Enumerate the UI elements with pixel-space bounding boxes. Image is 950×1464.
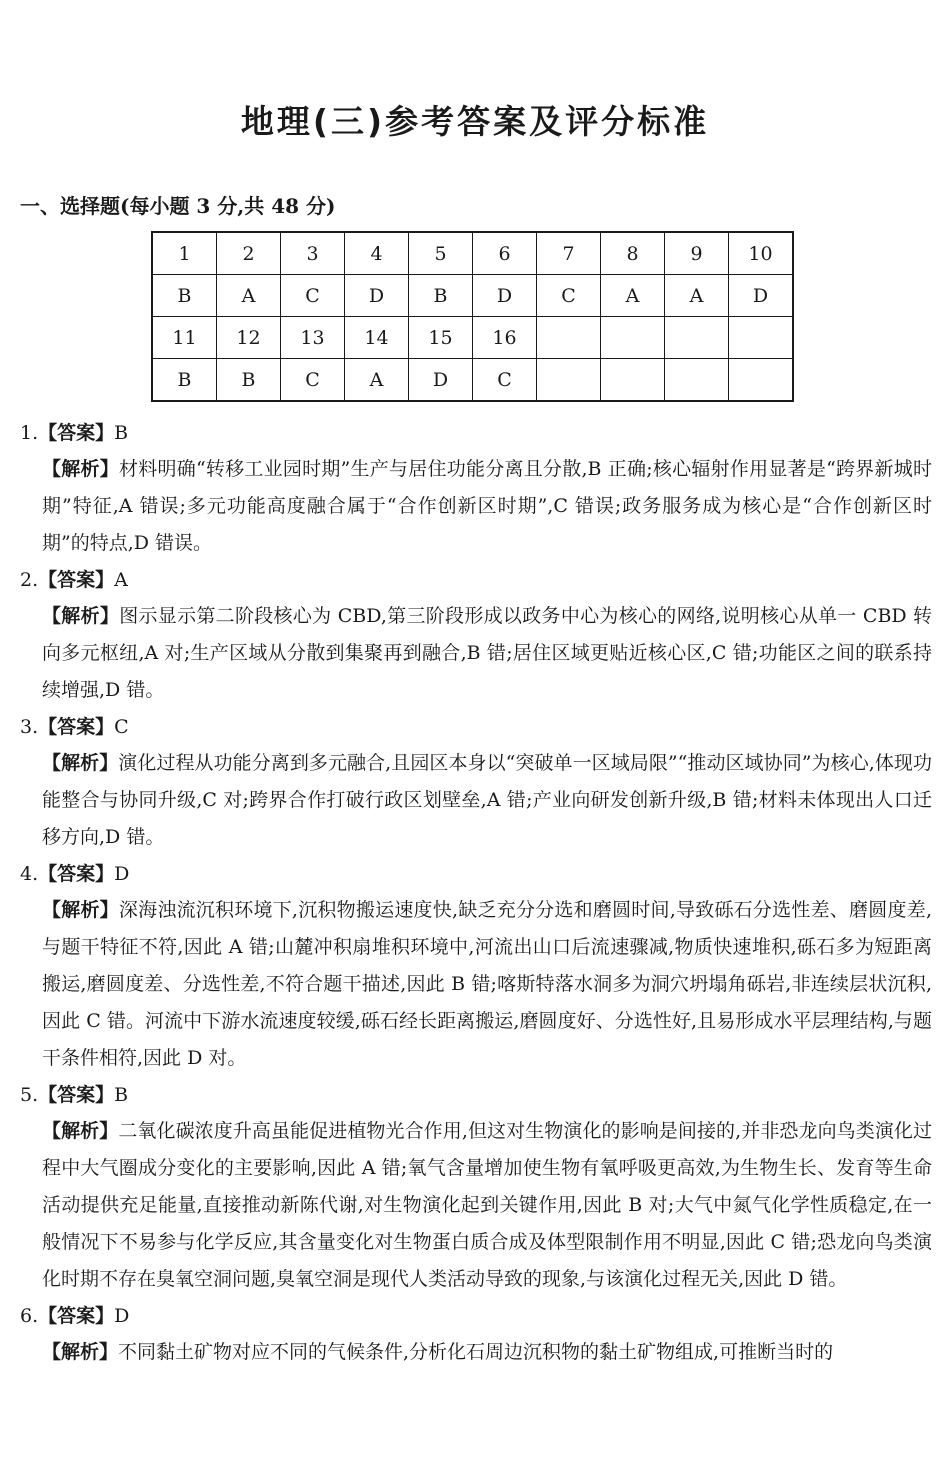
- table-cell: C: [537, 275, 601, 317]
- table-cell: [729, 317, 794, 359]
- answer-line: [0, 1298, 950, 1334]
- table-cell: 8: [601, 232, 665, 275]
- table-cell: D: [409, 359, 473, 402]
- analysis-text: 深海浊流沉积环境下,沉积物搬运速度快,缺乏充分分选和磨圆时间,导致砾石分选性差、磨圆度差,与题干特征不符,因此 A 错;山麓冲积扇堆积环境中,河流出山口后流速骤减,物质快速堆积,砾石多为短距离搬运,磨圆度差、分选性差,不符合题干描述,因此 B 错;喀斯特落水洞多为洞穴坍塌角砾岩,非连续层状沉积,因此 C 错。河流中下游水流速度较缓,砾石经长距离搬运,磨圆度好、分选性好,且易形成水平层理结构,与题干条件相符,因此 D 对。: [42, 899, 932, 1069]
- table-row: [152, 232, 793, 275]
- analysis-paragraph: [0, 451, 950, 562]
- table-cell: A: [665, 275, 729, 317]
- answer-line: [0, 562, 950, 598]
- table-cell: C: [473, 359, 537, 402]
- table-cell: 6: [473, 232, 537, 275]
- page-bottom-margin: [0, 1390, 950, 1464]
- answer-value: B: [114, 1084, 129, 1106]
- question-number: 3.: [20, 716, 39, 738]
- analysis-paragraph: [0, 745, 950, 856]
- table-cell: B: [152, 275, 217, 317]
- answer-label: 【答案】: [38, 422, 115, 444]
- table-cell: B: [409, 275, 473, 317]
- table-cell: 2: [217, 232, 281, 275]
- table-cell: 11: [152, 317, 217, 359]
- question-item-1: [0, 415, 950, 562]
- analysis-label: 【解析】: [42, 1341, 119, 1363]
- answer-label: 【答案】: [38, 863, 115, 885]
- table-cell: 12: [217, 317, 281, 359]
- table-row: [152, 317, 793, 359]
- table-cell: 15: [409, 317, 473, 359]
- answer-value: C: [114, 716, 129, 738]
- question-item-3: [0, 709, 950, 856]
- table-cell: [729, 359, 794, 402]
- answer-label: 【答案】: [38, 1084, 115, 1106]
- question-number: 1.: [20, 422, 39, 444]
- question-item-6: [0, 1298, 950, 1371]
- table-cell: A: [345, 359, 409, 402]
- table-cell: D: [345, 275, 409, 317]
- table-cell: 10: [729, 232, 794, 275]
- question-number: 5.: [20, 1084, 39, 1106]
- analysis-text: 不同黏土矿物对应不同的气候条件,分析化石周边沉积物的黏土矿物组成,可推断当时的: [118, 1341, 834, 1363]
- question-item-4: [0, 856, 950, 1077]
- analysis-text: 二氧化碳浓度升高虽能促进植物光合作用,但这对生物演化的影响是间接的,并非恐龙向鸟类演化过程中大气圈成分变化的主要影响,因此 A 错;氧气含量增加使生物有氧呼吸更高效,为生物生长、发育等生命活动提供充足能量,直接推动新陈代谢,对生物演化起到关键作用,因此 B 对;大气中氮气化学性质稳定,在一般情况下不易参与化学反应,其含量变化对生物蛋白质合成及体型限制作用不明显,因此 C 错;恐龙向鸟类演化时期不存在臭氧空洞问题,臭氧空洞是现代人类活动导致的现象,与该演化过程无关,因此 D 错。: [42, 1120, 932, 1290]
- analysis-label: 【解析】: [42, 1120, 119, 1142]
- analysis-paragraph: [0, 892, 950, 1077]
- table-cell: B: [217, 359, 281, 402]
- question-number: 4.: [20, 863, 39, 885]
- table-cell: [665, 359, 729, 402]
- analysis-text: 演化过程从功能分离到多元融合,且园区本身以“突破单一区域局限”“推动区域协同”为核心,体现功能整合与协同升级,C 对;跨界合作打破行政区划壁垒,A 错;产业向研发创新升级,B 错;材料未体现出人口迁移方向,D 错。: [42, 752, 932, 848]
- analysis-paragraph: [0, 1334, 950, 1371]
- table-cell: A: [601, 275, 665, 317]
- table-cell: [601, 359, 665, 402]
- table-cell: [601, 317, 665, 359]
- table-cell: [665, 317, 729, 359]
- answer-value: D: [114, 863, 130, 885]
- answer-label: 【答案】: [38, 1305, 115, 1327]
- analysis-label: 【解析】: [42, 899, 119, 921]
- page-title: 地理(三)参考答案及评分标准: [240, 102, 710, 141]
- table-cell: 13: [281, 317, 345, 359]
- question-item-2: [0, 562, 950, 709]
- analysis-label: 【解析】: [42, 752, 119, 774]
- answer-value: D: [114, 1305, 130, 1327]
- answer-value: B: [114, 422, 129, 444]
- question-item-5: [0, 1077, 950, 1298]
- section-heading: 一、选择题(每小题 3 分,共 48 分): [20, 194, 336, 218]
- table-cell: 5: [409, 232, 473, 275]
- answer-line: [0, 415, 950, 451]
- table-cell: 14: [345, 317, 409, 359]
- table-cell: B: [152, 359, 217, 402]
- table-cell: 9: [665, 232, 729, 275]
- table-cell: D: [473, 275, 537, 317]
- table-row: [152, 275, 793, 317]
- analysis-paragraph: [0, 598, 950, 709]
- table-cell: [537, 359, 601, 402]
- answer-line: [0, 856, 950, 892]
- answer-line: [0, 1077, 950, 1113]
- table-cell: [537, 317, 601, 359]
- answer-label: 【答案】: [38, 569, 115, 591]
- answer-value: A: [114, 569, 128, 591]
- analysis-label: 【解析】: [42, 605, 120, 627]
- table-cell: 3: [281, 232, 345, 275]
- answer-table: [151, 231, 794, 402]
- analysis-text: 图示显示第二阶段核心为 CBD,第三阶段形成以政务中心为核心的网络,说明核心从单一 CBD 转向多元枢纽,A 对;生产区域从分散到集聚再到融合,B 错;居住区域更贴近核心区,C 错;功能区之间的联系持续增强,D 错。: [42, 605, 932, 701]
- table-cell: C: [281, 359, 345, 402]
- table-cell: 4: [345, 232, 409, 275]
- table-cell: 16: [473, 317, 537, 359]
- question-number: 6.: [20, 1305, 39, 1327]
- analysis-text: 材料明确“转移工业园时期”生产与居住功能分离且分散,B 正确;核心辐射作用显著是“跨界新城时期”特征,A 错误;多元功能高度融合属于“合作创新区时期”,C 错误;政务服务成为核心是“合作创新区时期”的特点,D 错误。: [42, 458, 932, 554]
- analysis-label: 【解析】: [42, 458, 119, 480]
- table-row: [152, 359, 793, 402]
- answer-line: [0, 709, 950, 745]
- question-number: 2.: [20, 569, 39, 591]
- table-cell: 1: [152, 232, 217, 275]
- table-cell: C: [281, 275, 345, 317]
- table-cell: D: [729, 275, 794, 317]
- table-cell: 7: [537, 232, 601, 275]
- answer-explanations: [0, 415, 950, 1371]
- analysis-paragraph: [0, 1113, 950, 1298]
- table-cell: A: [217, 275, 281, 317]
- answer-label: 【答案】: [38, 716, 115, 738]
